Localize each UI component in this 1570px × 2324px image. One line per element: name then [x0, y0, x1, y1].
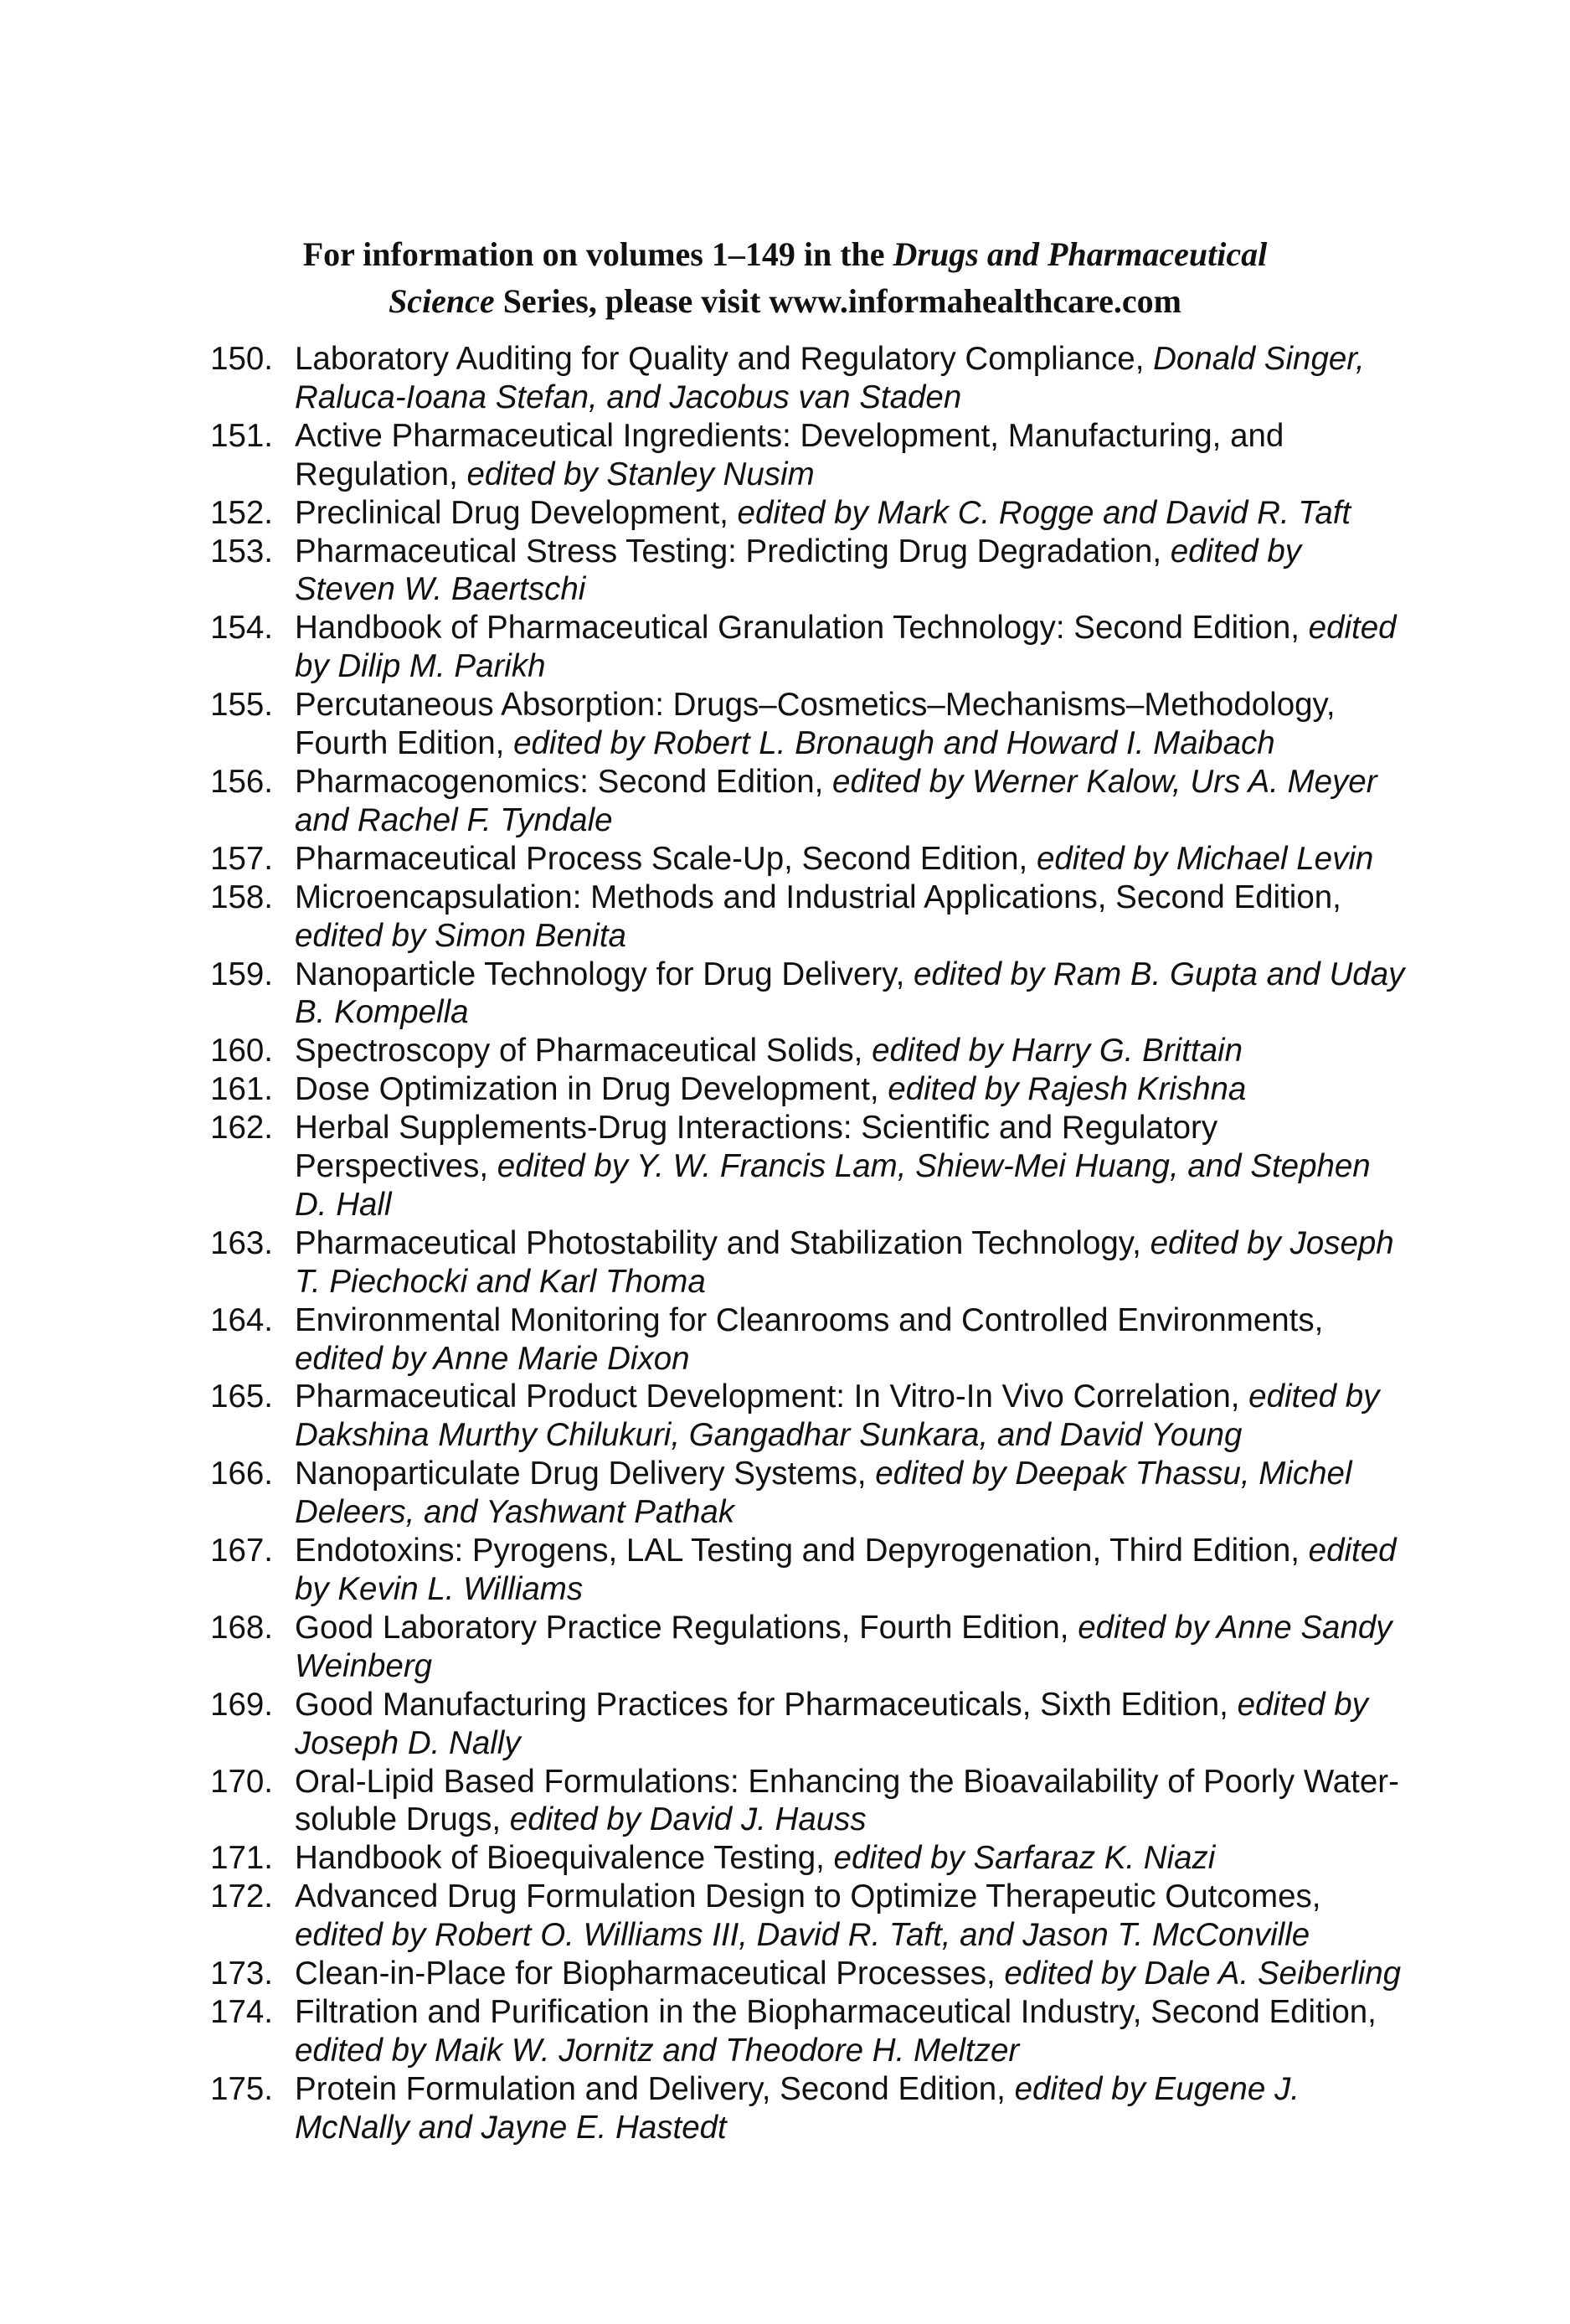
list-item [193, 1532, 1407, 1609]
list-item [193, 1878, 1407, 1955]
volume-title: Good Laboratory Practice Regulations, Fourth Edition, [295, 1609, 1078, 1646]
volume-number: 166. [210, 1456, 273, 1492]
volume-title: Environmental Monitoring for Cleanrooms and Controlled Environments, [295, 1301, 1324, 1338]
volume-number: 175. [210, 2070, 273, 2107]
volume-editors: edited by Robert L. Bronaugh and Howard I. Maibach [513, 725, 1275, 762]
list-item [193, 340, 1407, 417]
volume-number: 165. [210, 1378, 273, 1415]
list-item [193, 1763, 1407, 1840]
volume-title: Nanoparticle Technology for Drug Delivery, [295, 956, 914, 992]
volume-title: Good Manufacturing Practices for Pharmaceuticals, Sixth Edition, [295, 1686, 1238, 1723]
volume-number: 163. [210, 1224, 273, 1261]
volume-title: Pharmaceutical Photostability and Stabilization Technology, [295, 1224, 1150, 1261]
volume-title: Dose Optimization in Drug Development, [295, 1071, 888, 1108]
list-item [193, 879, 1407, 956]
volume-number: 168. [210, 1609, 273, 1646]
volume-editors: edited by Joseph T. Piechocki and Karl Thoma [295, 1224, 1394, 1300]
volume-title: Pharmaceutical Product Development: In Vitro-In Vivo Correlation, [295, 1378, 1249, 1415]
header-series-name-part1: Drugs and Pharmaceutical [893, 235, 1268, 273]
volume-title: Clean-in-Place for Biopharmaceutical Processes, [295, 1956, 1005, 1992]
list-item [193, 1955, 1407, 1993]
volume-title: Microencapsulation: Methods and Industrial Applications, Second Edition, [295, 879, 1341, 915]
volume-number: 159. [210, 956, 273, 992]
volume-editors: edited by Kevin L. Williams [295, 1533, 1397, 1607]
volume-editors: edited by Rajesh Krishna [888, 1071, 1247, 1108]
volume-editors: edited by David J. Hauss [509, 1801, 867, 1838]
volume-number: 161. [210, 1071, 273, 1108]
list-item [193, 1378, 1407, 1455]
volume-editors: edited by Y. W. Francis Lam, Shiew-Mei Huang, and Stephen D. Hall [295, 1148, 1371, 1223]
volume-editors: edited by Mark C. Rogge and David R. Taft [737, 494, 1351, 531]
volume-title: Preclinical Drug Development, [295, 494, 738, 531]
volume-title: Pharmacogenomics: Second Edition, [295, 763, 833, 800]
volume-editors: edited by Michael Levin [1036, 840, 1374, 877]
volume-title: Percutaneous Absorption: Drugs–Cosmetics–Mechanisms–Methodology, Fourth Edition, [295, 687, 1336, 762]
volume-editors: edited by Ram B. Gupta and Uday B. Kompella [295, 956, 1405, 1031]
volume-number: 167. [210, 1533, 273, 1569]
list-item [193, 1032, 1407, 1070]
volume-editors: edited by Dilip M. Parikh [295, 610, 1397, 685]
volume-number: 169. [210, 1686, 273, 1723]
volume-title: Handbook of Bioequivalence Testing, [295, 1840, 834, 1877]
volume-title: Handbook of Pharmaceutical Granulation Technology: Second Edition, [295, 610, 1309, 647]
list-item [193, 1686, 1407, 1763]
volume-number: 172. [210, 1878, 273, 1915]
volume-number: 160. [210, 1033, 273, 1069]
volume-editors: edited by Werner Kalow, Urs A. Meyer and Rachel F. Tyndale [295, 763, 1377, 838]
volume-editors: edited by Anne Marie Dixon [295, 1340, 690, 1377]
list-item [193, 2070, 1407, 2147]
volume-editors: edited by Stanley Nusim [466, 456, 815, 492]
list-item [193, 686, 1407, 763]
volume-title: Filtration and Purification in the Biopharmaceutical Industry, Second Edition, [295, 1993, 1377, 2030]
volume-number: 171. [210, 1840, 273, 1877]
volume-title: Spectroscopy of Pharmaceutical Solids, [295, 1033, 873, 1069]
list-item [193, 494, 1407, 533]
volume-editors: edited by Dale A. Seiberling [1004, 1956, 1402, 1992]
volume-editors: edited by Sarfaraz K. Niazi [833, 1840, 1216, 1877]
header-series-name-part2: Science [389, 282, 495, 320]
volume-title: Laboratory Auditing for Quality and Regulatory Compliance, [295, 341, 1154, 377]
series-header [167, 231, 1403, 325]
volume-editors: edited by Dakshina Murthy Chilukuri, Gangadhar Sunkara, and David Young [295, 1378, 1380, 1454]
volume-editors: edited by Deepak Thassu, Michel Deleers, and Yashwant Pathak [295, 1456, 1352, 1531]
volume-number: 173. [210, 1956, 273, 1992]
volume-number: 155. [210, 687, 273, 724]
list-item [193, 1301, 1407, 1378]
volume-number: 162. [210, 1110, 273, 1147]
volume-editors: edited by Maik W. Jornitz and Theodore H. Meltzer [295, 2032, 1020, 2069]
list-item [193, 1070, 1407, 1109]
list-item [193, 609, 1407, 686]
volume-title: Endotoxins: Pyrogens, LAL Testing and Depyrogenation, Third Edition, [295, 1533, 1309, 1569]
volume-title: Active Pharmaceutical Ingredients: Development, Manufacturing, and Regulation, [295, 417, 1284, 492]
header-suffix: Series, please visit www.informahealthcare.com [494, 282, 1181, 320]
volume-editors: edited by Anne Sandy Weinberg [295, 1609, 1392, 1684]
volume-number: 164. [210, 1301, 273, 1338]
list-item [193, 1839, 1407, 1878]
list-item [193, 1993, 1407, 2070]
volume-number: 150. [210, 341, 273, 377]
list-item [193, 956, 1407, 1033]
volume-editors: edited by Steven W. Baertschi [295, 533, 1301, 608]
header-line-2 [167, 278, 1403, 325]
volume-number: 174. [210, 1993, 273, 2030]
volume-list [193, 340, 1407, 2147]
volume-editors: Donald Singer, Raluca-Ioana Stefan, and Jacobus van Staden [295, 341, 1365, 415]
volume-number: 151. [210, 417, 273, 454]
volume-title: Nanoparticulate Drug Delivery Systems, [295, 1456, 876, 1492]
volume-number: 158. [210, 879, 273, 915]
list-item [193, 1609, 1407, 1686]
list-item [193, 840, 1407, 879]
list-item [193, 1109, 1407, 1224]
header-prefix: For information on volumes 1–149 in the [302, 235, 893, 273]
volume-editors: edited by Simon Benita [295, 917, 626, 954]
list-item [193, 763, 1407, 840]
volume-title: Oral-Lipid Based Formulations: Enhancing the Bioavailability of Poorly Water-soluble Drugs, [295, 1763, 1399, 1838]
volume-number: 153. [210, 533, 273, 569]
volume-title: Herbal Supplements-Drug Interactions: Scientific and Regulatory Perspectives, [295, 1110, 1218, 1185]
volume-number: 154. [210, 610, 273, 647]
volume-number: 152. [210, 494, 273, 531]
volume-title: Pharmaceutical Process Scale-Up, Second Edition, [295, 840, 1037, 877]
list-item [193, 533, 1407, 610]
volume-number: 170. [210, 1763, 273, 1800]
volume-editors: edited by Joseph D. Nally [295, 1686, 1368, 1761]
volume-number: 156. [210, 763, 273, 800]
volume-number: 157. [210, 840, 273, 877]
volume-editors: edited by Robert O. Williams III, David R. Taft, and Jason T. McConville [295, 1917, 1310, 1954]
list-item [193, 417, 1407, 494]
volume-title: Protein Formulation and Delivery, Second Edition, [295, 2070, 1015, 2107]
header-line-1 [167, 231, 1403, 278]
volume-editors: edited by Harry G. Brittain [872, 1033, 1243, 1069]
volume-title: Pharmaceutical Stress Testing: Predicting Drug Degradation, [295, 533, 1171, 569]
list-item [193, 1455, 1407, 1532]
volume-editors: edited by Eugene J. McNally and Jayne E. Hastedt [295, 2070, 1300, 2146]
list-item [193, 1224, 1407, 1301]
volume-title: Advanced Drug Formulation Design to Optimize Therapeutic Outcomes, [295, 1878, 1321, 1915]
